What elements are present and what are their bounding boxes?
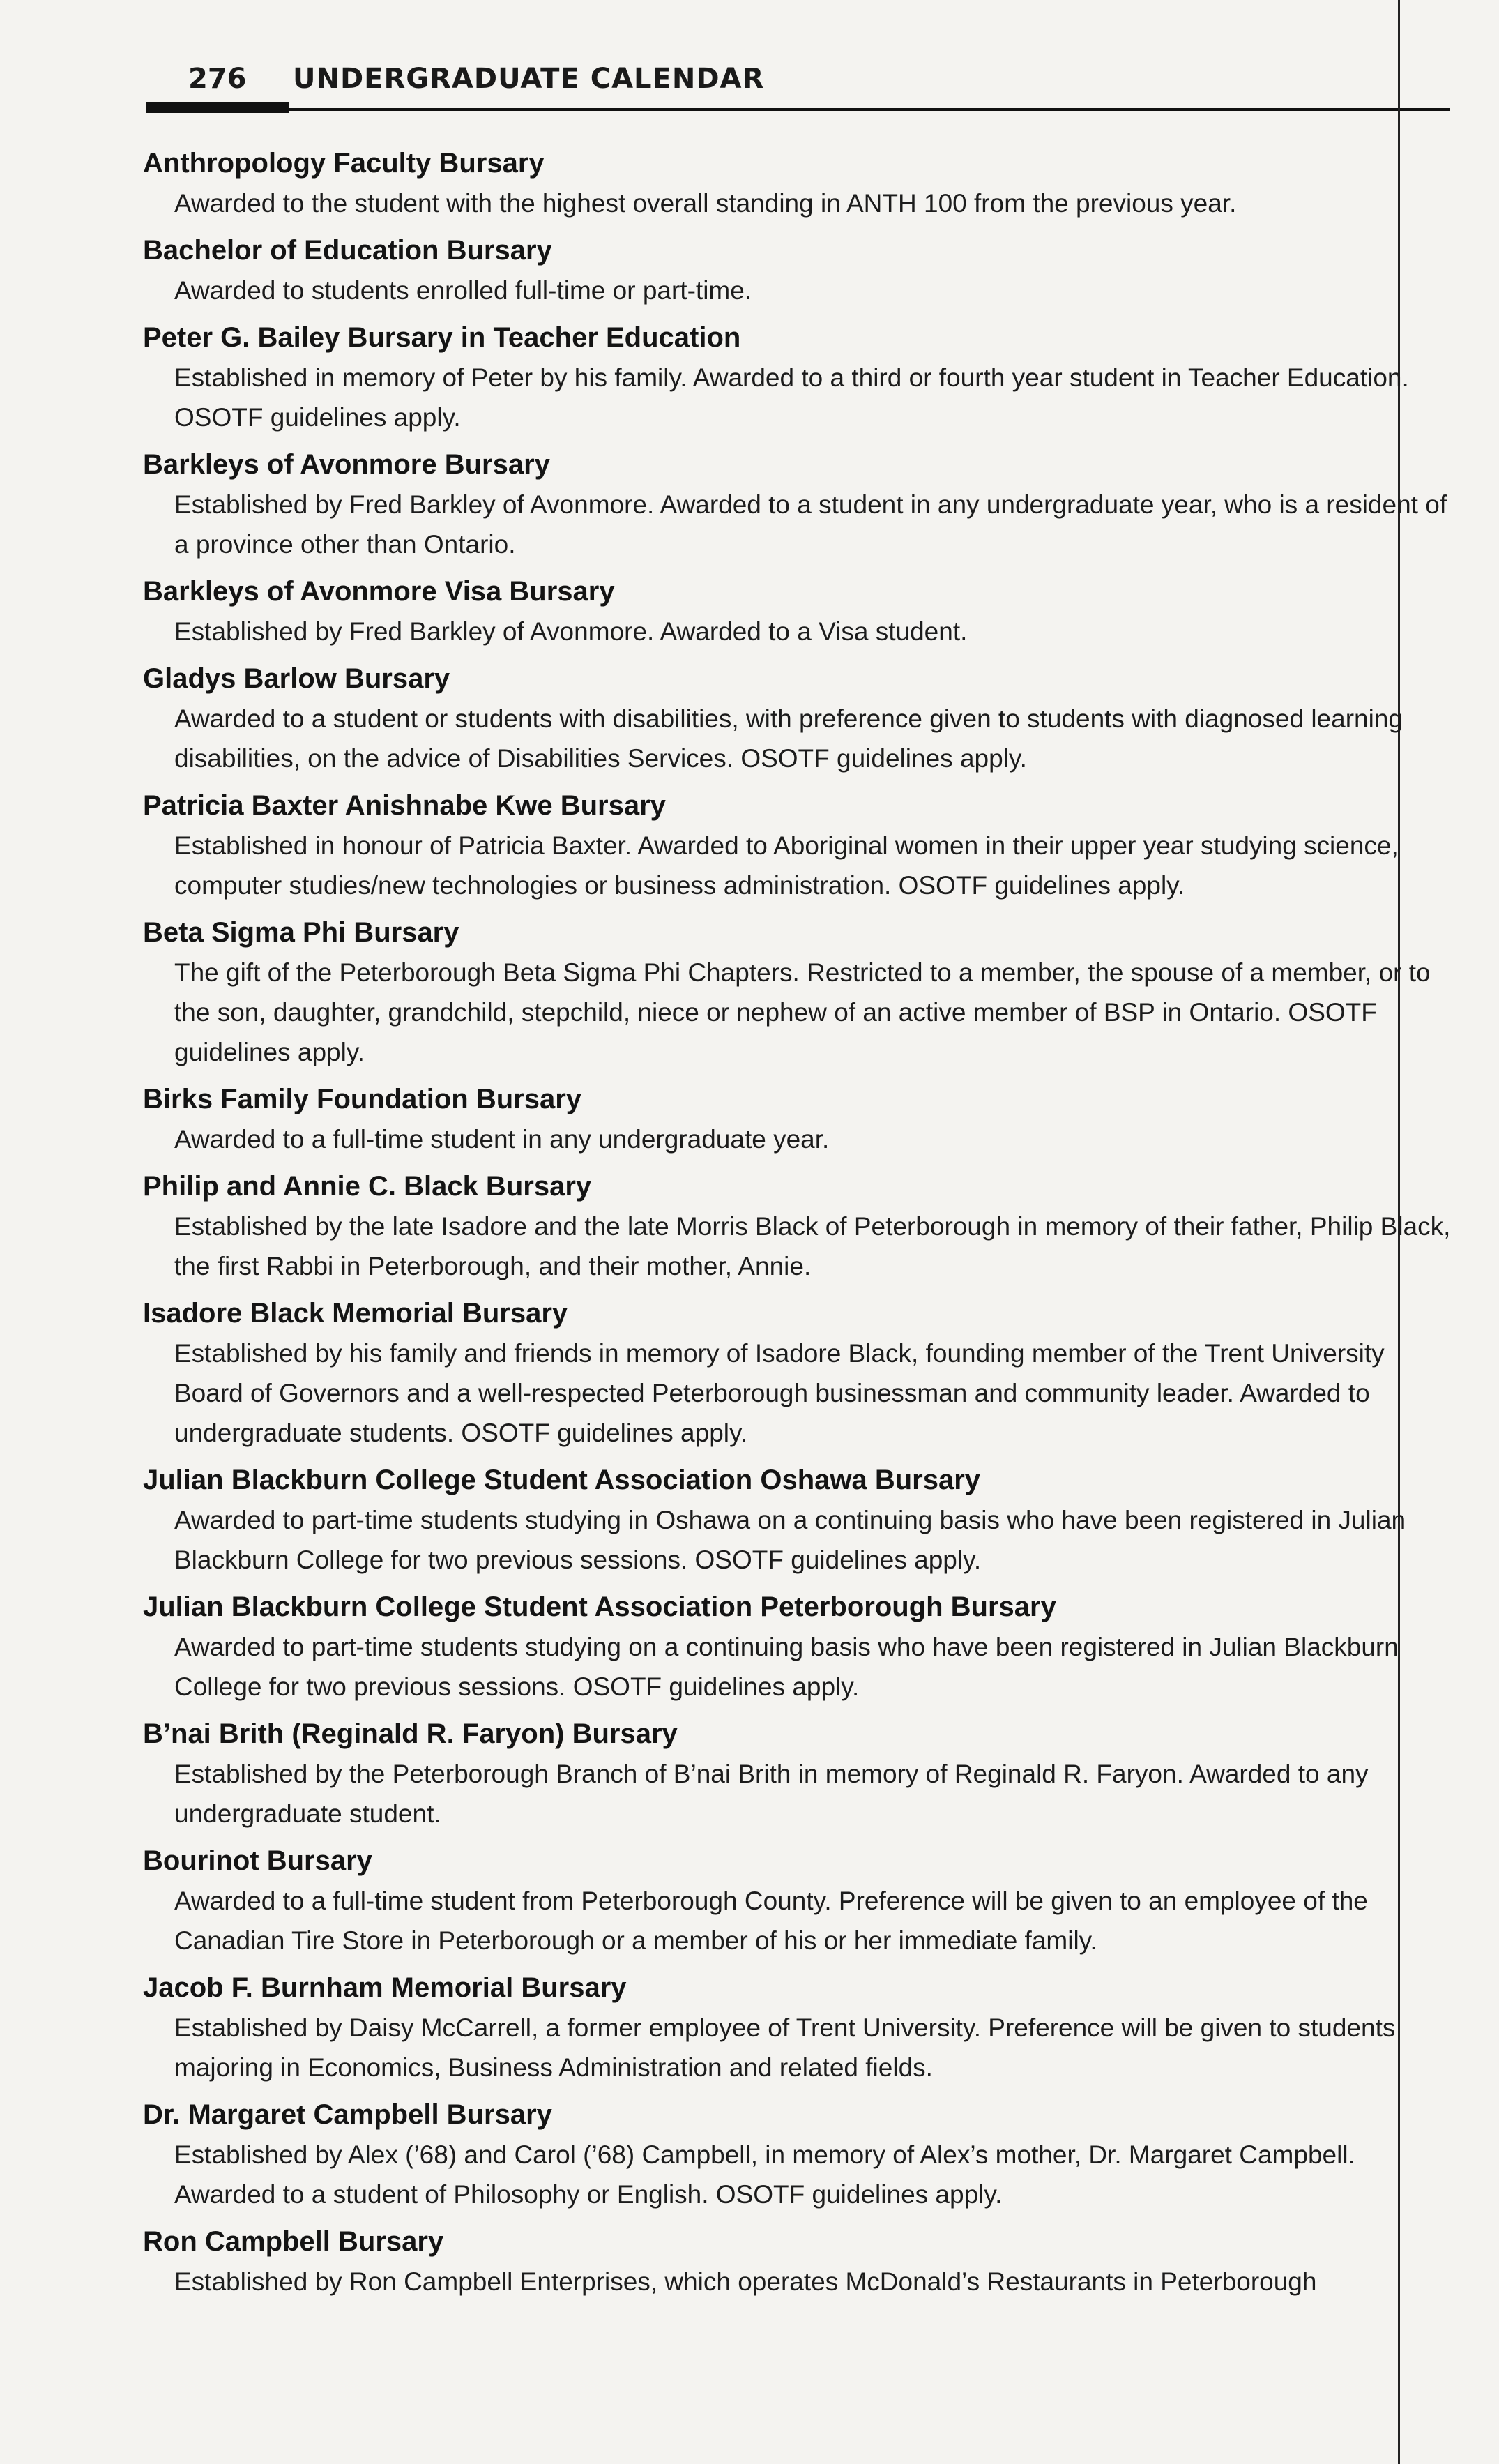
bursary-description: Awarded to part-time students studying in Oshawa on a continuing basis who have been registered in Julian Blackburn College for two previous sessions. OSOTF guidelines apply.: [174, 1506, 1406, 1574]
bursary-title: Jacob F. Burnham Memorial Bursary: [143, 1972, 627, 2003]
page-number: 276: [188, 63, 247, 95]
bursary-title: Peter G. Bailey Bursary in Teacher Education: [143, 322, 741, 353]
bursary-entry: [143, 1166, 1454, 1286]
bursary-entry: [143, 444, 1454, 564]
bursary-entry: [143, 2094, 1454, 2214]
bursary-entry: [143, 2221, 1454, 2302]
bursary-entry: [143, 1079, 1454, 1159]
bursary-description: Awarded to a student or students with disabilities, with preference given to students with diagnosed learning disabilities, on the advice of Disabilities Services. OSOTF guidelines apply.: [174, 704, 1403, 773]
bursary-entry: [143, 1293, 1454, 1453]
bursary-title: Barkleys of Avonmore Visa Bursary: [143, 576, 615, 607]
bursary-title: B’nai Brith (Reginald R. Faryon) Bursary: [143, 1718, 678, 1749]
bursary-entry: [143, 912, 1454, 1072]
bursary-title: Dr. Margaret Campbell Bursary: [143, 2099, 552, 2130]
bursary-title: Isadore Black Memorial Bursary: [143, 1298, 568, 1329]
bursary-description: Established by Fred Barkley of Avonmore. Awarded to a Visa student.: [174, 617, 968, 646]
bursary-title: Julian Blackburn College Student Association Oshawa Bursary: [143, 1465, 981, 1495]
bursary-entry: [143, 143, 1454, 223]
bursary-description: Established by his family and friends in memory of Isadore Black, founding member of the Trent University Board of Governors and a well-respected Peterborough businessman and community leader. Awarded to undergraduate students. OSOTF guidelines apply.: [174, 1339, 1385, 1447]
bursary-entry: [143, 658, 1454, 778]
bursary-description: Awarded to a full-time student in any undergraduate year.: [174, 1125, 830, 1154]
bursary-title: Birks Family Foundation Bursary: [143, 1084, 582, 1114]
bursary-title: Barkleys of Avonmore Bursary: [143, 449, 550, 480]
bursary-description: Established by the Peterborough Branch of B’nai Brith in memory of Reginald R. Faryon. Awarded to any undergraduate student.: [174, 1760, 1369, 1828]
bursary-entry: [143, 1841, 1454, 1960]
bursary-entry: [143, 230, 1454, 310]
bursary-title: Bourinot Bursary: [143, 1845, 372, 1876]
bursary-entry: [143, 1967, 1454, 2087]
bursary-title: Anthropology Faculty Bursary: [143, 148, 545, 179]
bursary-entry: [143, 317, 1454, 437]
bursary-description: Awarded to a full-time student from Peterborough County. Preference will be given to an employee of the Canadian Tire Store in Peterborough or a member of his or her immediate family.: [174, 1887, 1368, 1955]
bursary-title: Bachelor of Education Bursary: [143, 235, 552, 266]
bursary-title: Ron Campbell Bursary: [143, 2226, 444, 2257]
header-rule-thick: [146, 102, 289, 113]
bursary-description: Established by Daisy McCarrell, a former employee of Trent University. Preference will be given to students majoring in Economics, Business Administration and related fields.: [174, 2013, 1396, 2082]
bursary-description: Awarded to students enrolled full-time or part-time.: [174, 276, 752, 305]
bursary-title: Beta Sigma Phi Bursary: [143, 917, 459, 948]
header-rule-thin: [146, 108, 1450, 111]
bursary-description: Established by Fred Barkley of Avonmore. Awarded to a student in any undergraduate year, who is a resident of a province other than Ontario.: [174, 490, 1447, 559]
bursary-entry: [143, 1587, 1454, 1707]
bursary-description: The gift of the Peterborough Beta Sigma Phi Chapters. Restricted to a member, the spouse of a member, or to the son, daughter, grandchild, stepchild, niece or nephew of an active member of BSP in Ontario. OSOTF guidelines apply.: [174, 958, 1431, 1066]
bursary-title: Gladys Barlow Bursary: [143, 663, 450, 694]
bursary-description: Established by the late Isadore and the late Morris Black of Peterborough in memory of their father, Philip Black, the first Rabbi in Peterborough, and their mother, Annie.: [174, 1212, 1451, 1280]
bursary-entry: [143, 1460, 1454, 1580]
bursary-description: Awarded to part-time students studying on a continuing basis who have been registered in Julian Blackburn College for two previous sessions. OSOTF guidelines apply.: [174, 1633, 1399, 1701]
bursary-description: Established in memory of Peter by his family. Awarded to a third or fourth year student in Teacher Education. OSOTF guidelines apply.: [174, 363, 1409, 432]
bursary-entry: [143, 571, 1454, 651]
bursary-title: Julian Blackburn College Student Association Peterborough Bursary: [143, 1592, 1056, 1622]
calendar-title: UNDERGRADUATE CALENDAR: [293, 63, 765, 95]
bursary-list: [143, 143, 1454, 2308]
bursary-description: Established by Ron Campbell Enterprises, which operates McDonald’s Restaurants in Peterborough: [174, 2267, 1317, 2296]
bursary-description: Awarded to the student with the highest overall standing in ANTH 100 from the previous year.: [174, 189, 1237, 218]
bursary-entry: [143, 1714, 1454, 1834]
bursary-description: Established in honour of Patricia Baxter. Awarded to Aboriginal women in their upper year studying science, computer studies/new technologies or business administration. OSOTF guidelines apply.: [174, 831, 1399, 900]
bursary-description: Established by Alex (’68) and Carol (’68) Campbell, in memory of Alex’s mother, Dr. Margaret Campbell. Awarded to a student of Philosophy or English. OSOTF guidelines apply.: [174, 2140, 1355, 2209]
page-header: [188, 63, 764, 105]
bursary-title: Philip and Annie C. Black Bursary: [143, 1171, 592, 1202]
bursary-entry: [143, 785, 1454, 905]
bursary-title: Patricia Baxter Anishnabe Kwe Bursary: [143, 790, 666, 821]
